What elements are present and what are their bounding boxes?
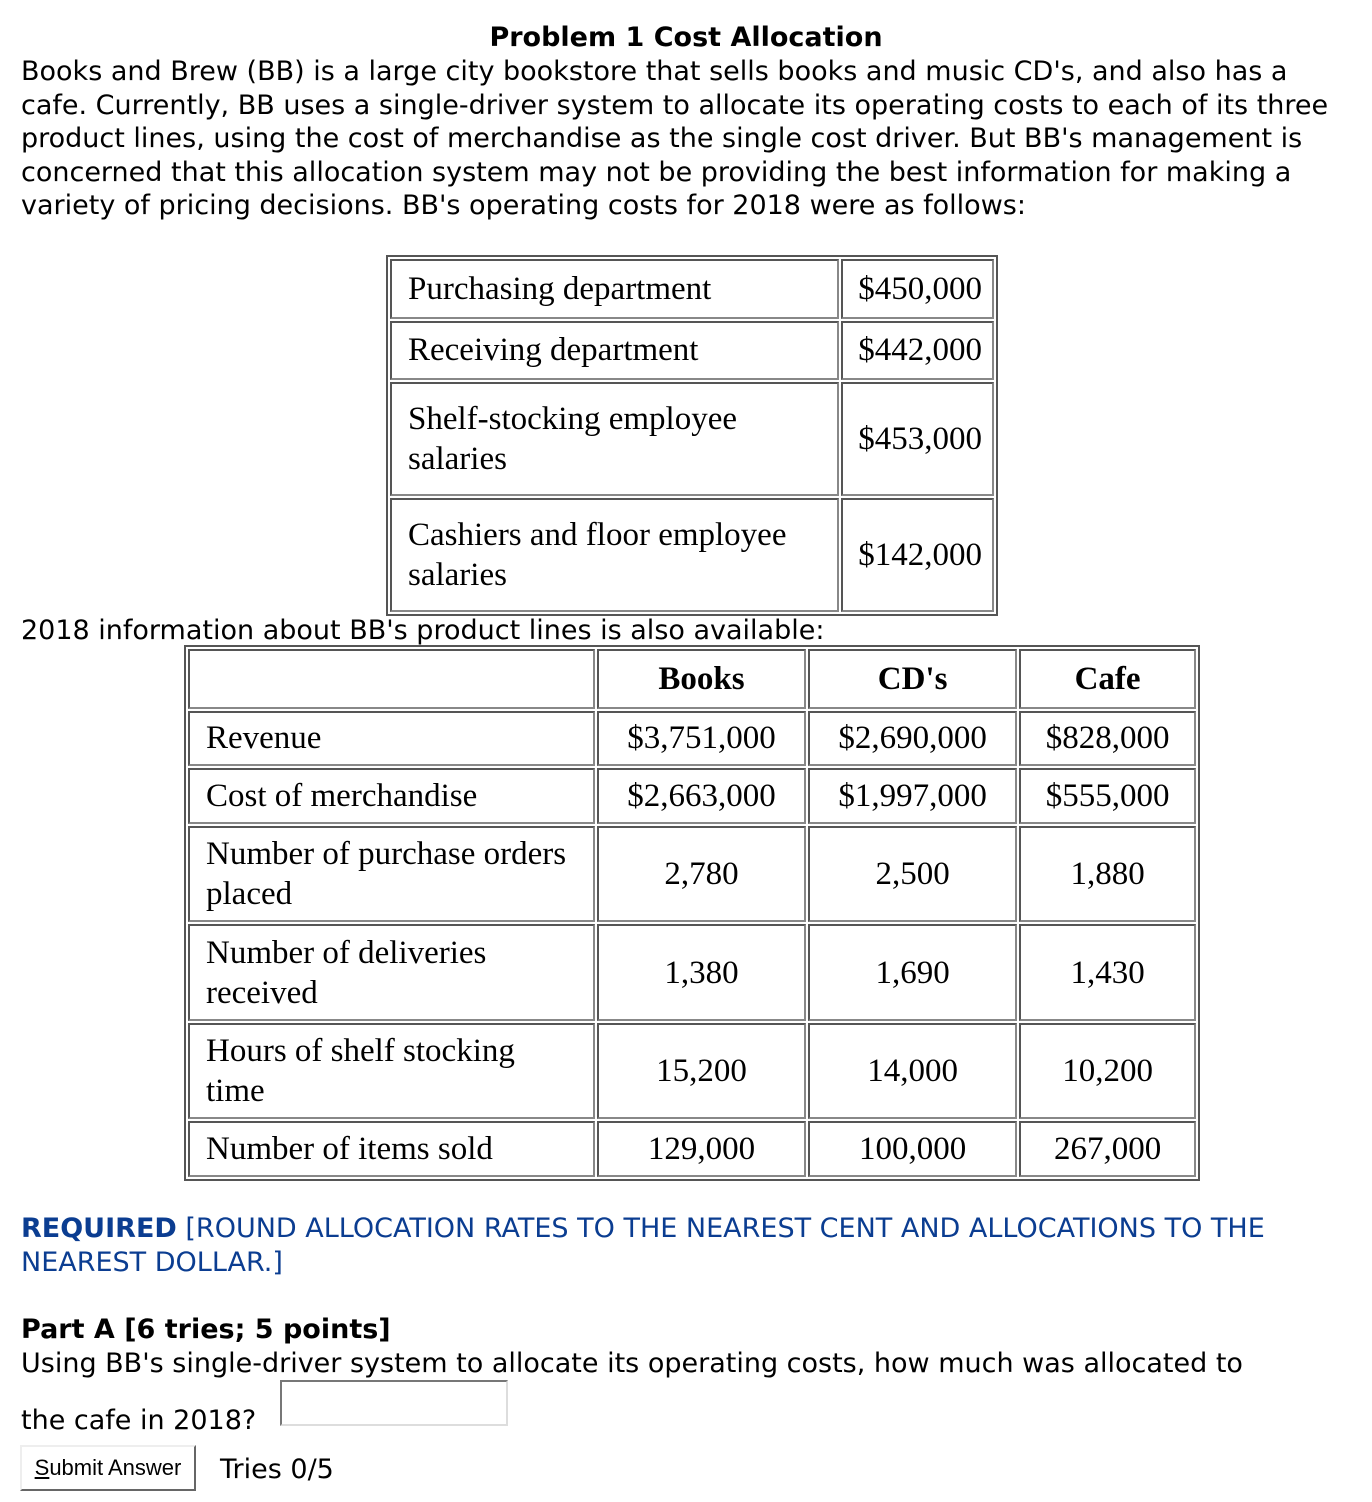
cell-value: $2,690,000: [808, 711, 1017, 767]
cell-value: 1,880: [1019, 826, 1196, 923]
cell-value: $2,663,000: [597, 768, 806, 824]
submit-label: ubmit Answer: [49, 1455, 182, 1480]
cell-value: 14,000: [808, 1023, 1017, 1120]
required-instructions: [21, 1212, 1361, 1280]
cost-amount: $450,000: [841, 259, 994, 319]
cell-value: $1,997,000: [808, 768, 1017, 824]
cost-amount: $453,000: [841, 382, 994, 496]
product-lines-table: [184, 645, 1200, 1181]
table-row: [188, 1121, 1196, 1177]
cell-value: 1,380: [597, 924, 806, 1021]
table-header-row: [188, 649, 1196, 709]
table-row: [188, 1023, 1196, 1120]
cell-value: 2,500: [808, 826, 1017, 923]
table-row: [188, 924, 1196, 1021]
table-row: [390, 498, 994, 612]
header-cds: CD's: [808, 649, 1017, 709]
table-row: [188, 711, 1196, 767]
row-label: Hours of shelf stocking time: [188, 1023, 595, 1120]
required-text: [ROUND ALLOCATION RATES TO THE NEAREST CENT AND ALLOCATIONS TO THE NEAREST DOLLAR.]: [21, 1213, 1265, 1278]
cell-value: 15,200: [597, 1023, 806, 1120]
cell-value: 129,000: [597, 1121, 806, 1177]
table-row: [390, 382, 994, 496]
header-empty-cell: [188, 649, 595, 709]
operating-costs-table: [386, 255, 998, 616]
cost-label: Receiving department: [390, 321, 839, 381]
cost-amount: $442,000: [841, 321, 994, 381]
table-row: [390, 259, 994, 319]
table-row: [188, 768, 1196, 824]
tries-counter: Tries 0/5: [220, 1454, 334, 1485]
submit-label-accesskey: S: [34, 1455, 50, 1480]
header-books: Books: [597, 649, 806, 709]
required-label: REQUIRED: [21, 1213, 177, 1244]
table-row: [188, 826, 1196, 923]
row-label: Number of items sold: [188, 1121, 595, 1177]
problem-title: Problem 1 Cost Allocation: [489, 22, 883, 53]
cell-value: 1,690: [808, 924, 1017, 1021]
table-row: [390, 321, 994, 381]
cost-label: Purchasing department: [390, 259, 839, 319]
cell-value: 267,000: [1019, 1121, 1196, 1177]
row-label: Number of deliveries received: [188, 924, 595, 1021]
problem-intro: Books and Brew (BB) is a large city bookstore that sells books and music CD's, and also has a cafe. Currently, BB uses a single-driver system to allocate its operating costs to each of its three product lines, using the cost of merchandise as the single cost driver. But BB's management is concerned that this allocation system may not be providing the best information for making a variety of pricing decisions. BB's operating costs for 2018 were as follows:: [21, 56, 1329, 221]
cell-value: 2,780: [597, 826, 806, 923]
cell-value: $3,751,000: [597, 711, 806, 767]
cell-value: 1,430: [1019, 924, 1196, 1021]
header-cafe: Cafe: [1019, 649, 1196, 709]
submit-answer-button[interactable]: [20, 1445, 196, 1491]
part-a-title: Part A [6 tries; 5 points]: [21, 1314, 391, 1345]
row-label: Number of purchase orders placed: [188, 826, 595, 923]
product-info-intro: 2018 information about BB's product lines is also available:: [21, 615, 825, 646]
part-a-question: Using BB's single-driver system to allocate its operating costs, how much was allocated to: [21, 1348, 1243, 1379]
cost-label: Shelf-stocking employee salaries: [390, 382, 839, 496]
cell-value: 100,000: [808, 1121, 1017, 1177]
cost-label: Cashiers and floor employee salaries: [390, 498, 839, 612]
cell-value: 10,200: [1019, 1023, 1196, 1120]
part-a-question-continued: the cafe in 2018?: [21, 1405, 257, 1436]
row-label: Revenue: [188, 711, 595, 767]
cell-value: $828,000: [1019, 711, 1196, 767]
cell-value: $555,000: [1019, 768, 1196, 824]
row-label: Cost of merchandise: [188, 768, 595, 824]
answer-input[interactable]: [280, 1380, 508, 1426]
cost-amount: $142,000: [841, 498, 994, 612]
